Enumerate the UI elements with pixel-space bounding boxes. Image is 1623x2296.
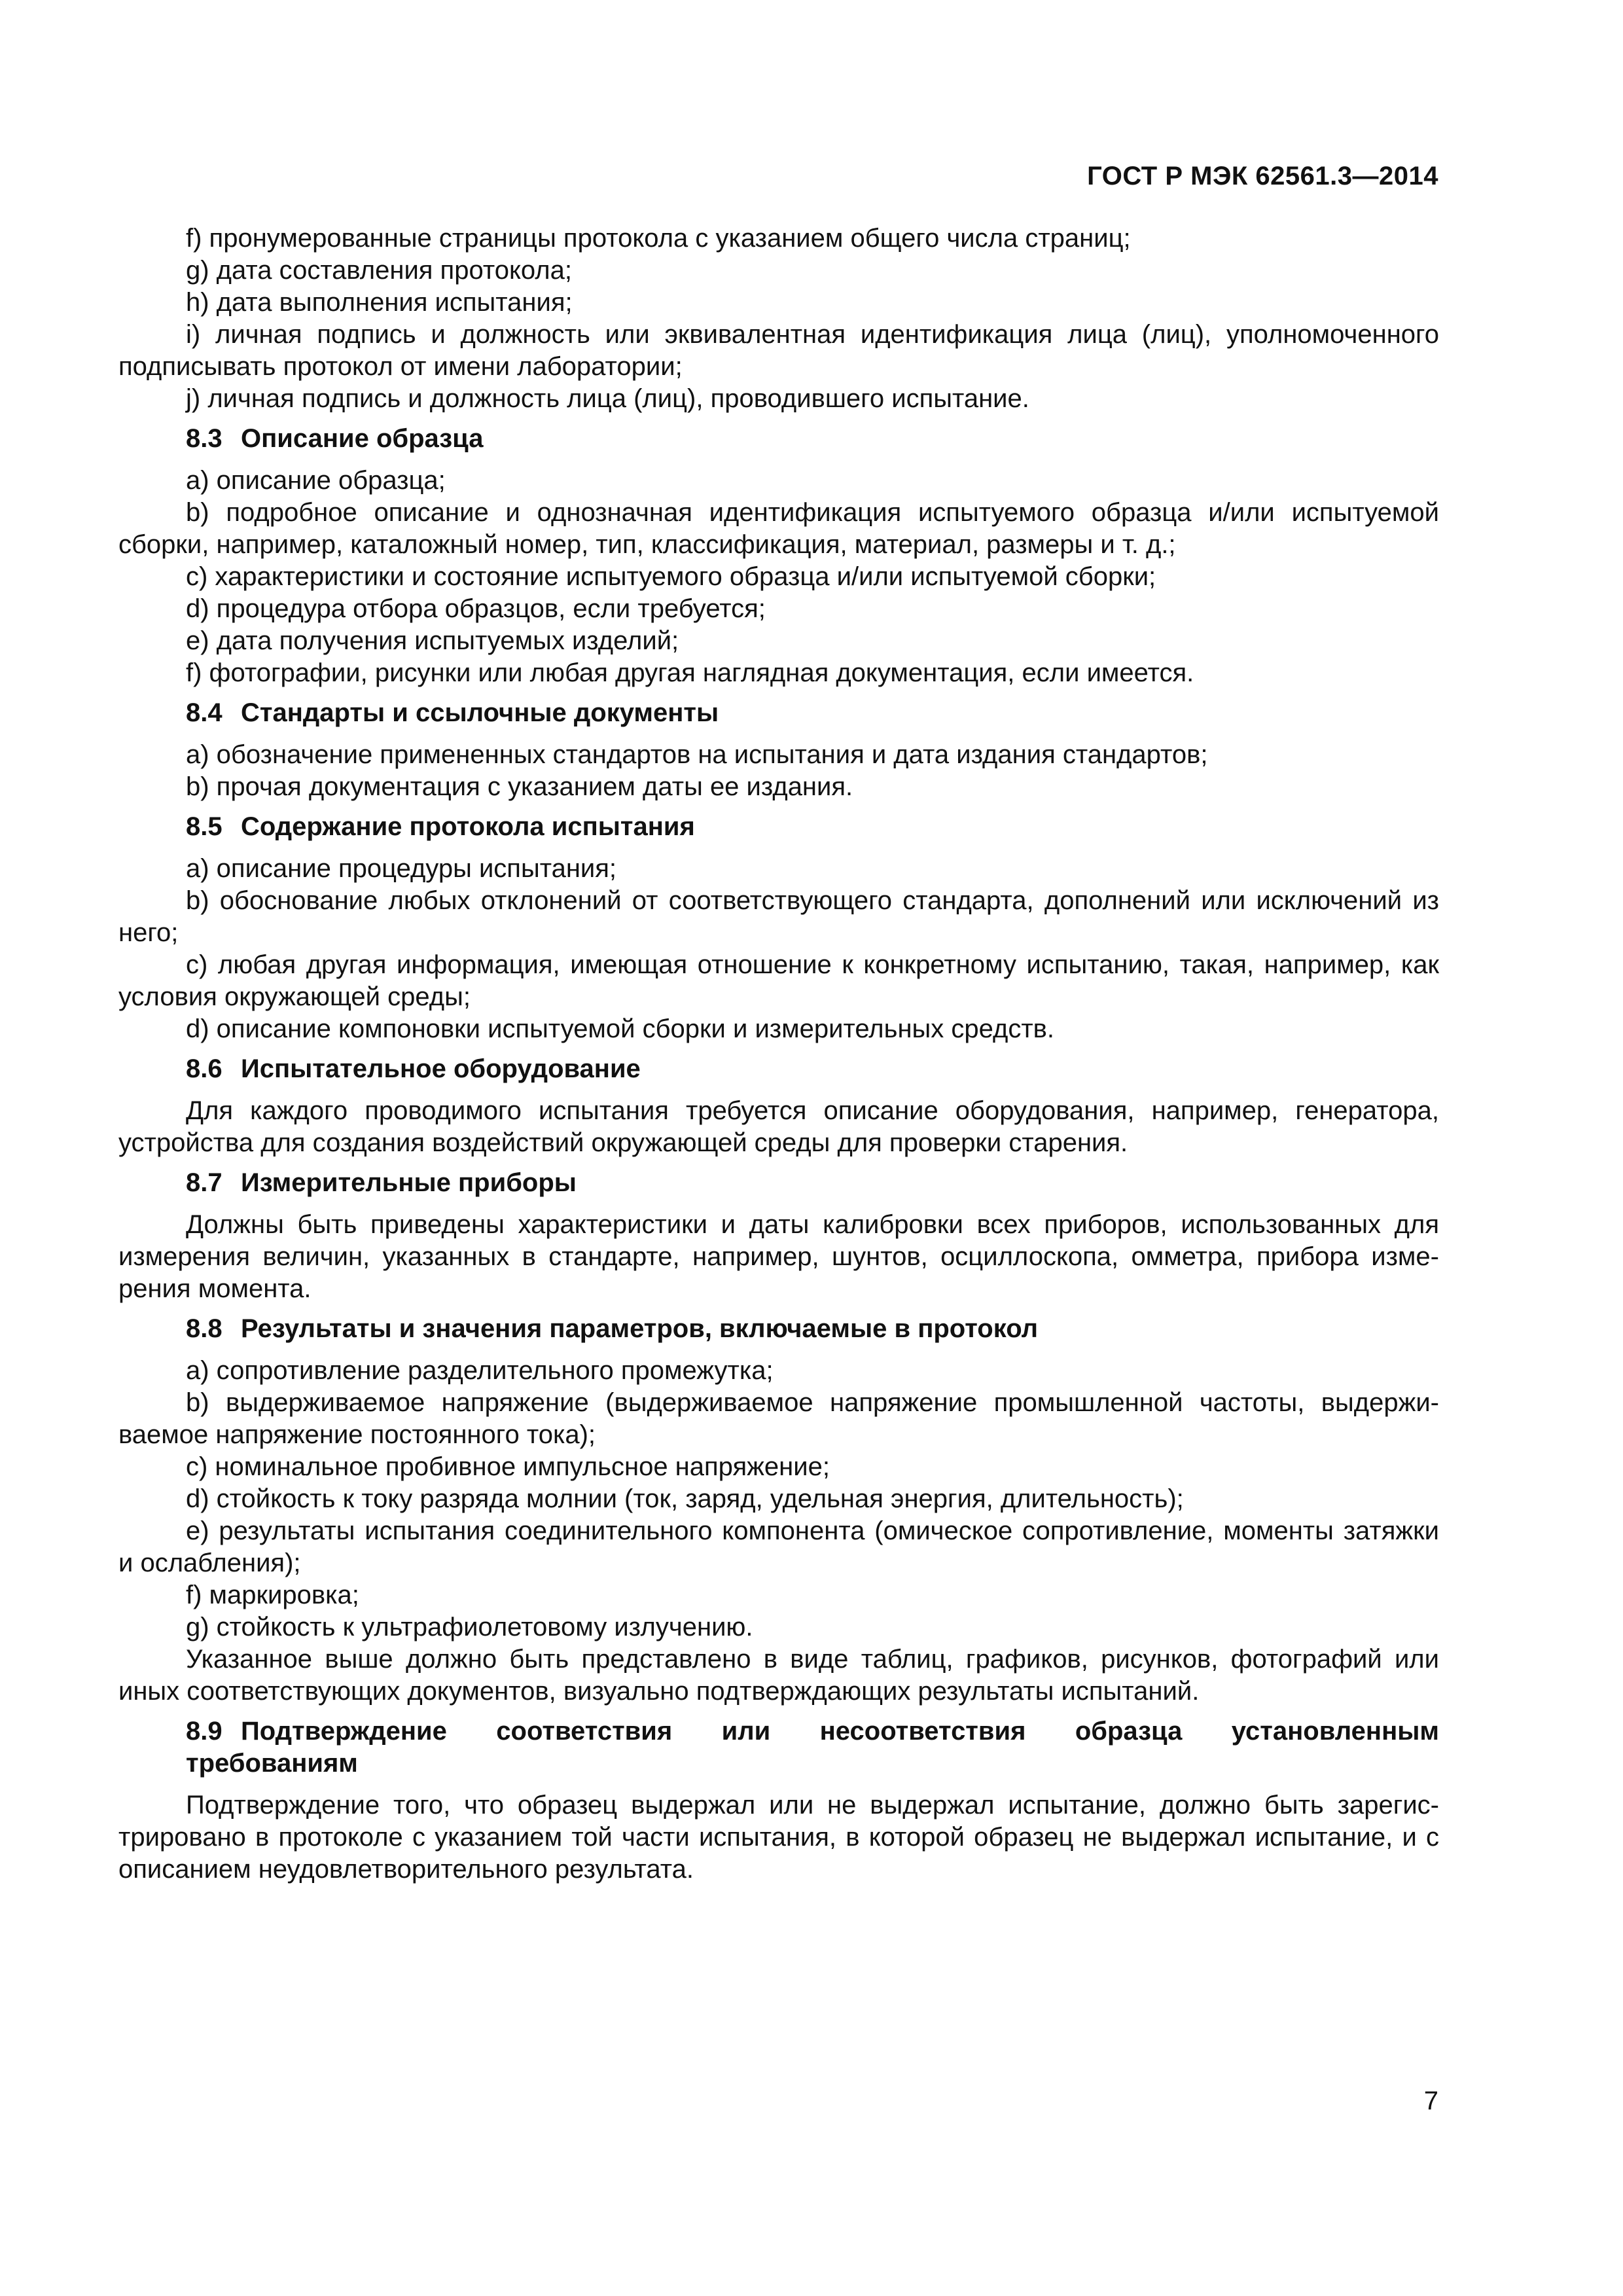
section-title: Описание образца [241, 424, 484, 453]
section-heading-8-6 [118, 1053, 1439, 1085]
section-title: Результаты и значения параметров, включаемые в протокол [241, 1314, 1039, 1343]
list-item: a) обозначение примененных стандартов на испытания и дата издания стандартов; [186, 740, 1208, 769]
document-header: ГОСТ Р МЭК 62561.3—2014 [1087, 162, 1438, 190]
document-body [118, 223, 1439, 1886]
section-title: Измерительные приборы [241, 1168, 577, 1197]
list-item: b) выдерживаемое напряжение (выдерживаемое напряжение промышленной частоты, выдержи-ваемое напряжение постоянного тока); [118, 1388, 1439, 1449]
section-number: 8.3 [186, 424, 223, 453]
section-title: Содержание протокола испытания [241, 812, 695, 841]
list-item: a) описание образца; [186, 466, 446, 495]
list-item: j) личная подпись и должность лица (лиц), проводившего испытание. [186, 384, 1029, 413]
list-item: f) фотографии, рисунки или любая другая наглядная документация, если имеется. [186, 658, 1194, 687]
section-heading-8-5 [118, 811, 1439, 843]
list-item: c) характеристики и состояние испытуемого образца и/или испытуемой сборки; [186, 562, 1156, 591]
list-item: a) описание процедуры испытания; [186, 854, 617, 883]
paragraph: Должны быть приведены характеристики и даты калибровки всех приборов, использованных для измерения величин, указанных в стандарте, например, шунтов, осциллоскопа, омметра, прибора изме-рения момента. [118, 1210, 1439, 1303]
section-heading-8-7 [118, 1167, 1439, 1199]
list-item: g) дата составления протокола; [186, 256, 572, 285]
section-heading-8-8 [118, 1313, 1439, 1345]
list-item: e) результаты испытания соединительного компонента (омическое сопротивление, моменты затяжки и ослабления); [118, 1516, 1439, 1577]
list-item: d) процедура отбора образцов, если требуется; [186, 594, 766, 623]
section-heading-8-9 [118, 1715, 1439, 1748]
paragraph: Подтверждение того, что образец выдержал или не выдержал испытание, должно быть зарегис-трировано в протоколе с указанием той части испытания, в которой образец не выдержал испытание, и с описанием неудовлетворительного результата. [118, 1791, 1439, 1884]
list-item: a) сопротивление разделительного промежутка; [186, 1356, 774, 1385]
list-item: b) подробное описание и однозначная идентификация испытуемого образца и/или испытуемой сборки, например, каталожный номер, тип, классификация, материал, размеры и т. д.; [118, 498, 1439, 559]
section-number: 8.6 [186, 1054, 223, 1083]
section-number: 8.9 [186, 1717, 223, 1746]
section-heading-8-9-cont: требованиям [186, 1749, 358, 1778]
section-title: Подтверждение соответствия или несоответствия образца установленным [241, 1717, 1439, 1746]
section-number: 8.8 [186, 1314, 223, 1343]
section-title: Испытательное оборудование [241, 1054, 641, 1083]
list-item: b) обоснование любых отклонений от соответствующего стандарта, дополнений или исключений из него; [118, 886, 1439, 947]
list-item: f) маркировка; [186, 1581, 359, 1609]
section-number: 8.7 [186, 1168, 223, 1197]
list-item: i) личная подпись и должность или эквивалентная идентификация лица (лиц), уполномоченного подписывать протокол от имени лаборатории; [118, 320, 1439, 381]
list-item: d) описание компоновки испытуемой сборки и измерительных средств. [186, 1014, 1055, 1043]
section-heading-8-3 [118, 423, 1439, 455]
list-item: b) прочая документация с указанием даты ее издания. [186, 772, 853, 801]
section-number: 8.4 [186, 698, 223, 727]
section-number: 8.5 [186, 812, 223, 841]
page-number: 7 [1423, 2087, 1438, 2115]
paragraph: Для каждого проводимого испытания требуется описание оборудования, например, генератора, устройства для создания воздействий окружающей среды для проверки старения. [118, 1096, 1439, 1157]
section-title: Стандарты и ссылочные документы [241, 698, 719, 727]
list-item: h) дата выполнения испытания; [186, 288, 573, 317]
list-item: g) стойкость к ультрафиолетовому излучению. [186, 1613, 753, 1641]
list-item: d) стойкость к току разряда молнии (ток, заряд, удельная энергия, длительность); [186, 1484, 1184, 1513]
list-item: f) пронумерованные страницы протокола с указанием общего числа страниц; [186, 224, 1131, 253]
list-item: c) номинальное пробивное импульсное напряжение; [186, 1452, 830, 1481]
paragraph: Указанное выше должно быть представлено в виде таблиц, графиков, рисунков, фотографий или иных соответствующих документов, визуально подтверждающих результаты испытаний. [118, 1645, 1439, 1706]
list-item: c) любая другая информация, имеющая отношение к конкретному испытанию, такая, например, как условия окружающей среды; [118, 950, 1439, 1011]
section-heading-8-4 [118, 697, 1439, 729]
list-item: e) дата получения испытуемых изделий; [186, 626, 679, 655]
